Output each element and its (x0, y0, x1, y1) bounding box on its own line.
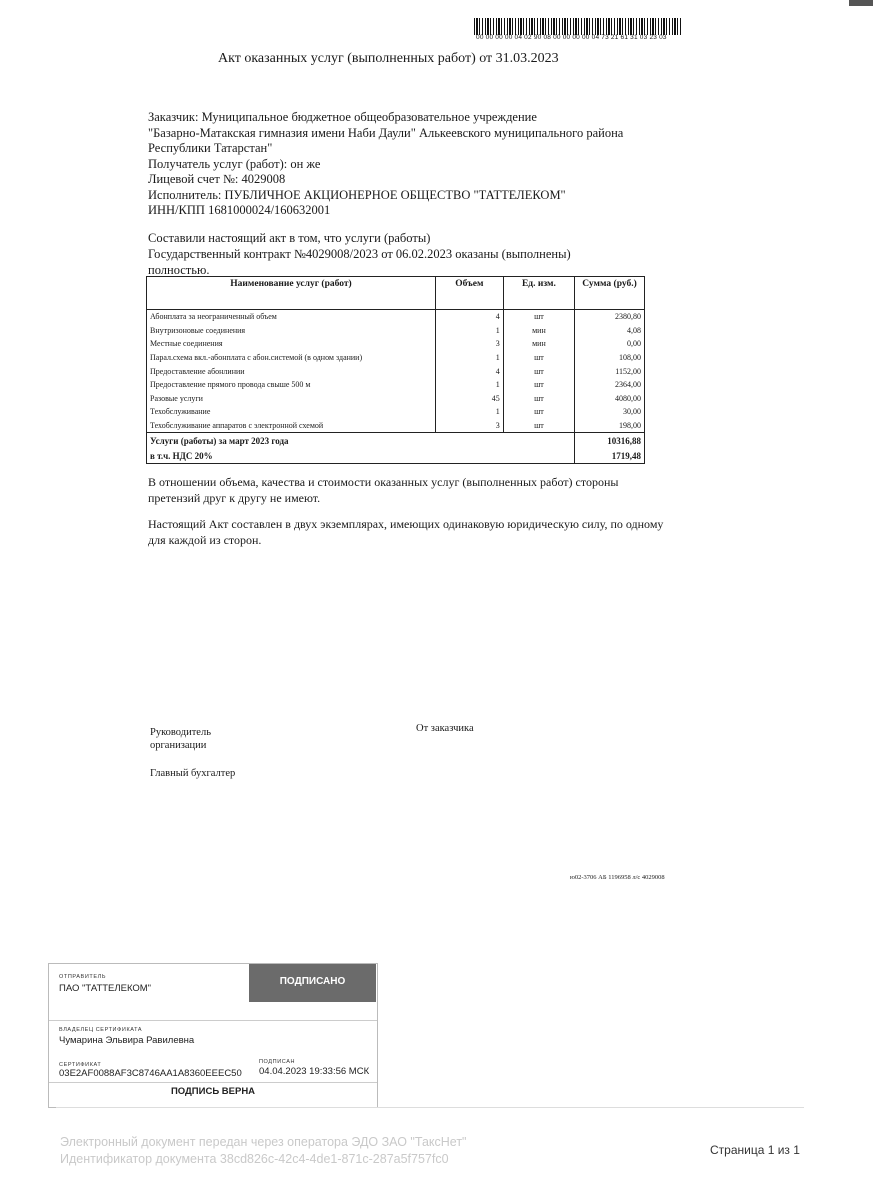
service-sum: 108,00 (575, 351, 645, 365)
service-qty: 4 (435, 310, 503, 324)
table-row (147, 378, 645, 392)
table-header-row (147, 277, 645, 310)
service-sum: 2380,80 (575, 310, 645, 324)
signed-at-label: ПОДПИСАН (259, 1059, 296, 1065)
customer-line-1: Заказчик: Муниципальное бюджетное общеобразовательное учреждение (148, 110, 537, 124)
service-name: Техобслуживание аппаратов с электронной схемой (147, 419, 436, 433)
table-row (147, 392, 645, 406)
head-line-2: организации (150, 740, 207, 751)
service-qty: 4 (435, 364, 503, 378)
service-unit: шт (503, 351, 574, 365)
service-unit: мин (503, 324, 574, 338)
total-value: 10316,88 (575, 433, 645, 449)
service-qty: 1 (435, 324, 503, 338)
stamp-divider-1 (49, 1020, 377, 1021)
parties-block (148, 110, 623, 219)
header-sum: Сумма (руб.) (575, 277, 645, 310)
service-sum: 2364,00 (575, 378, 645, 392)
accountant-label: Главный бухгалтер (150, 768, 236, 779)
footer-divider (56, 1107, 804, 1108)
table-row (147, 419, 645, 433)
service-sum: 4080,00 (575, 392, 645, 406)
vat-row (147, 448, 645, 464)
service-qty: 3 (435, 337, 503, 351)
header-name: Наименование услуг (работ) (147, 277, 436, 310)
signature-valid: ПОДПИСЬ ВЕРНА (170, 1086, 256, 1097)
sender-label: ОТПРАВИТЕЛЬ (59, 974, 107, 980)
service-unit: шт (503, 378, 574, 392)
page-number: Страница 1 из 1 (710, 1143, 800, 1157)
edo-operator-note: Электронный документ передан через оператора ЭДО ЗАО "ТаксНет" (60, 1135, 467, 1149)
service-unit: шт (503, 310, 574, 324)
cert-value: 03E2AF0088AF3C8746AA1A8360EEEC50 (59, 1068, 242, 1079)
signed-at-value: 04.04.2023 19:33:56 МСК (259, 1066, 370, 1077)
stamp-divider-2 (49, 1082, 377, 1083)
copies-line-1: Настоящий Акт составлен в двух экземплярах, имеющих одинаковую юридическую силу, по одному (148, 517, 664, 531)
claims-line-2: претензий друг к другу не имеют. (148, 491, 321, 505)
recipient: Получатель услуг (работ): он же (148, 156, 321, 171)
service-unit: шт (503, 364, 574, 378)
document-identifier: Идентификатор документа 38cd826c-42c4-4de1-871c-287a5f757fc0 (60, 1152, 449, 1166)
table-row (147, 351, 645, 365)
customer-line-2: "Базарно-Матакская гимназия имени Наби Даули" Алькеевского муниципального района (148, 125, 624, 140)
header-qty: Объем (435, 277, 503, 310)
service-name: Парал.схема вкл.-абонплата с абон.системой (в одном здании) (147, 351, 436, 365)
service-qty: 45 (435, 392, 503, 406)
service-name: Техобслуживание (147, 405, 436, 419)
service-unit: мин (503, 337, 574, 351)
service-sum: 0,00 (575, 337, 645, 351)
reference-code: ю02-3706 АБ 1196958 л/с 4029008 (570, 874, 665, 881)
table-row (147, 310, 645, 324)
service-name: Внутризоновые соединения (147, 324, 436, 338)
header-unit: Ед. изм. (503, 277, 574, 310)
intro-line-3: полностью. (148, 263, 210, 277)
owner-label: ВЛАДЕЛЕЦ СЕРТИФИКАТА (59, 1027, 143, 1033)
signed-badge: ПОДПИСАНО (249, 964, 376, 1002)
e-signature-stamp (48, 963, 378, 1108)
barcode-number: 00 00 00 00 04 02 90 08 00 00 00 00 04 73 21 61 31 03 23 03 (476, 34, 667, 41)
vat-value: 1719,48 (575, 448, 645, 464)
inn-kpp: ИНН/КПП 1681000024/160632001 (148, 203, 331, 217)
service-unit: шт (503, 392, 574, 406)
intro-line-1: Составили настоящий акт в том, что услуги (работы) (148, 231, 431, 245)
sender-value: ПАО "ТАТТЕЛЕКОМ" (59, 983, 152, 994)
services-table (146, 276, 645, 464)
table-row (147, 337, 645, 351)
claims-line-1: В отношении объема, качества и стоимости оказанных услуг (выполненных работ) стороны (148, 475, 619, 489)
total-row (147, 433, 645, 449)
total-label: Услуги (работы) за март 2023 года (147, 433, 575, 449)
service-qty: 3 (435, 419, 503, 433)
service-name: Разовые услуги (147, 392, 436, 406)
service-qty: 1 (435, 405, 503, 419)
executor: Исполнитель: ПУБЛИЧНОЕ АКЦИОНЕРНОЕ ОБЩЕСТВО "ТАТТЕЛЕКОМ" (148, 187, 566, 202)
service-sum: 1152,00 (575, 364, 645, 378)
claims-paragraph (148, 474, 618, 506)
customer-line-3: Республики Татарстан" (148, 141, 273, 155)
service-name: Предоставление абонлинии (147, 364, 436, 378)
account-number: Лицевой счет №: 4029008 (148, 172, 286, 186)
from-customer-label: От заказчика (416, 723, 474, 734)
service-name: Предоставление прямого провода свыше 500 м (147, 378, 436, 392)
service-sum: 30,00 (575, 405, 645, 419)
table-row (147, 364, 645, 378)
copies-line-2: для каждой из сторон. (148, 533, 262, 547)
service-sum: 198,00 (575, 419, 645, 433)
service-unit: шт (503, 405, 574, 419)
barcode (474, 18, 682, 35)
service-qty: 1 (435, 351, 503, 365)
vat-label: в т.ч. НДС 20% (147, 448, 575, 464)
service-name: Местные соединения (147, 337, 436, 351)
table-row (147, 324, 645, 338)
cert-label: СЕРТИФИКАТ (59, 1062, 102, 1068)
intro-block (148, 230, 571, 278)
owner-value: Чумарина Эльвира Равилевна (59, 1035, 195, 1046)
document-title: Акт оказанных услуг (выполненных работ) от 31.03.2023 (218, 51, 559, 66)
copies-paragraph (148, 516, 663, 548)
head-line-1: Руководитель (150, 727, 211, 738)
head-signature-label (150, 726, 211, 752)
service-unit: шт (503, 419, 574, 433)
table-row (147, 405, 645, 419)
service-qty: 1 (435, 378, 503, 392)
scan-corner-mark (849, 0, 873, 6)
service-name: Абонплата за неограниченный объем (147, 310, 436, 324)
service-sum: 4,08 (575, 324, 645, 338)
intro-line-2: Государственный контракт №4029008/2023 от 06.02.2023 оказаны (выполнены) (148, 247, 571, 261)
